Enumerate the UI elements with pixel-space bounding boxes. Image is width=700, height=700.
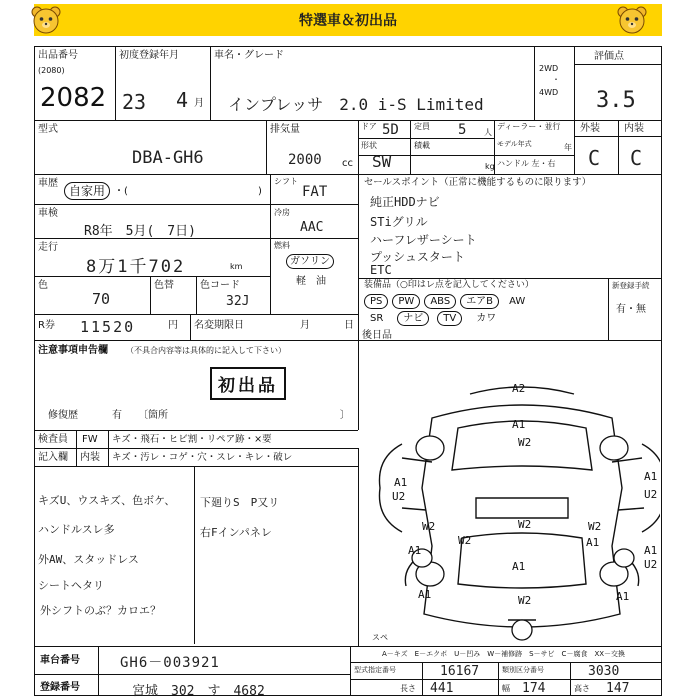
equipment-row-2 — [364, 311, 502, 326]
repair-location: 〔箇所 — [138, 410, 168, 421]
usage-value: 自家用 — [64, 182, 110, 200]
damage-mark: W2 — [518, 594, 532, 607]
equipment-item: PW — [392, 294, 420, 309]
load-label: 積載 — [414, 141, 430, 150]
entry-label: 記入欄 — [38, 452, 68, 463]
damage-mark: A2 — [512, 382, 526, 395]
shift-value: FAT — [302, 184, 328, 200]
handwritten-note: 下廻りS P又リ — [200, 496, 280, 509]
sales-point: STiグリル — [370, 215, 428, 229]
usage-dot: ・( — [114, 186, 128, 197]
name-change-month: 月 — [300, 320, 310, 331]
handwritten-note: 右Fインパネレ — [200, 526, 272, 539]
mileage-value: 8万1千702 — [86, 257, 186, 277]
damage-mark: A1 — [586, 536, 600, 549]
drive-2wd: 2WD — [539, 64, 559, 73]
interior-label: 内装 — [624, 123, 644, 134]
rcard-value: 11520 — [80, 318, 136, 336]
lot-number: 2082 — [40, 83, 107, 113]
width-label: 幅 — [502, 684, 510, 693]
name-change-day: 日 — [344, 320, 354, 331]
chassis-value: GH6－003921 — [120, 655, 220, 671]
car-name-label: 車名・グレード — [214, 50, 284, 61]
repair-close: 〕 — [340, 410, 350, 421]
lot-number-small: (2080) — [38, 66, 65, 75]
equipment-item: SR — [370, 313, 384, 324]
score-label: 評価点 — [594, 51, 624, 62]
mileage-label: 走行 — [38, 242, 58, 253]
handle-label: ハンドル 左・右 — [497, 159, 556, 168]
form-number-value: 16167 — [440, 664, 480, 679]
name-change-label: 名変期限日 — [194, 320, 244, 331]
interior-row-label: 内装 — [80, 452, 100, 463]
equipment-item: カワ — [476, 313, 497, 324]
month-unit: 月 — [194, 98, 204, 109]
car-name-value: インプレッサ 2.0 i-S Limited — [228, 95, 484, 114]
ac-value: AAC — [300, 220, 324, 235]
shift-label: シフト — [274, 177, 298, 186]
score-value: 3.5 — [596, 88, 636, 113]
handwritten-note: ハンドルスレ多 — [38, 523, 115, 536]
damage-mark: W2 — [458, 534, 472, 547]
height-value: 147 — [606, 681, 630, 696]
color-code-value: 32J — [226, 294, 250, 309]
shaken-value: R8年 5月( 7日) — [84, 224, 196, 239]
load-unit: kg — [485, 162, 495, 171]
damage-mark: W2 — [518, 436, 532, 449]
equipment-item: ABS — [424, 294, 456, 309]
sales-point: ハーフレザーシート — [370, 233, 477, 247]
header-banner — [34, 4, 662, 36]
damage-diagram — [362, 378, 660, 648]
damage-mark: A1 — [512, 418, 526, 431]
new-registration-label: 新登録手続 — [612, 281, 650, 290]
registration-number-label: 登録番号 — [40, 682, 80, 693]
first-registration-label: 初度登録年月 — [119, 50, 179, 61]
damage-mark: A1 — [616, 590, 630, 603]
chassis-label: 車台番号 — [40, 655, 80, 666]
model-type-value: DBA-GH6 — [132, 148, 204, 168]
rcard-label: R券 — [38, 320, 55, 331]
sales-point: 純正HDDナビ — [370, 195, 440, 209]
notes-sublabel: （不具合内容等は具体的に記入して下さい） — [126, 346, 286, 355]
damage-mark: W2 — [518, 518, 532, 531]
damage-legend: A－キズ E－エクボ U－凹み W－補修跡 S－サビ C－腐食 XX－交換 — [382, 650, 626, 658]
color-value: 70 — [92, 290, 111, 308]
mileage-unit: km — [230, 262, 243, 271]
color-code-label: 色コード — [200, 280, 240, 291]
sales-point: プッシュスタート — [370, 250, 465, 264]
capacity-label: 定員 — [414, 122, 430, 131]
repair-history-label: 修復歴 — [48, 410, 78, 421]
auction-sheet: 特選車＆初出品 出品番号 (2080) 2082 初度登録年月 23 4 月 車名・グレード インプレッサ 2.0 i-S Limited 2WD ・ 4WD 評価点 3.5 型式 DBA-GH6 排気量 2000 cc ドア 5D 定員 5 人 形状 SW 積載 kg ディーラー・並行 モデル年式 年 ハンドル 左・右 外装 内装 C C 車歴 自家用 ・( ) 車検 R8年 5月( 7日) 走行 8万1千702 km 色 70 色替 色コード 32J R券 11520 円 名変期限日 月 日 シフト FAT 冷房 AAC 燃料 ガソリン 軽 油 セールスポイント（正常に機能するものに限ります） 純正HDDナビ STiグリル ハーフレザーシート プッシュスタート ETC 装備品（○印はレ点を記入してください） PS PW ABS エアB AW SR ナビ TV カワ 新登録手続 有・無 後日品 注意事項申告欄 （不具合内容等は具体的に記入して下さい） 初出品 修復歴 有 〔箇所 〕 検査員 記入欄 FW キズ・飛石・ヒビ割・リペア跡・×要 内装 キズ・汚レ・コゲ・穴・スレ・キレ・破レ キズU、ウスキズ、色ボケ、 ハンドルスレ多 外AW、スタッドレス シートヘタリ 外シフトのぶ？カロエ？ 下廻りS P又リ 右Fインパネレ A2 A1 W2 A1 U2 A1 U2 W2 W2 W2 A1 A1 U2 W2 A1 A1 A1 W2 A1 スペ 車台番号 GH6－003921 登録番号 宮城 302 す 4682 A－キズ E－エクボ U－凹み W－補修跡 S－サビ C－腐食 XX－交換 型式指定番号 16167 類別区分番号 3030 長さ 441 幅 174 高さ 147 — [0, 0, 700, 700]
equipment-item: AW — [509, 296, 526, 307]
sales-points-label: セールスポイント（正常に機能するものに限ります） — [364, 177, 592, 188]
equipment-item: PS — [364, 294, 388, 309]
handwritten-note: シートヘタリ — [38, 579, 104, 592]
damage-mark: A1 — [512, 560, 526, 573]
displacement-unit: cc — [342, 158, 353, 169]
fuel-label: 燃料 — [274, 241, 290, 250]
displacement-label: 排気量 — [270, 124, 300, 135]
equipment-item: エアB — [460, 294, 499, 309]
rcard-unit: 円 — [168, 320, 178, 331]
model-type-label: 型式 — [38, 124, 58, 135]
handwritten-note: 外AW、スタッドレス — [38, 553, 139, 566]
sales-point: ETC — [370, 263, 392, 277]
damage-mark: A1 — [408, 544, 422, 557]
shaken-label: 車検 — [38, 208, 58, 219]
shape-label: 形状 — [361, 141, 377, 150]
usage-close: ) — [258, 186, 262, 197]
equipment-item: TV — [437, 311, 462, 326]
bear-mascot-icon — [30, 4, 62, 36]
lot-number-label: 出品番号 — [38, 50, 78, 61]
equipment-label: 装備品（○印はレ点を記入してください） — [364, 280, 534, 290]
width-value: 174 — [522, 681, 546, 696]
registration-month: 4 — [176, 88, 189, 112]
fuel-alt: 軽 油 — [296, 276, 326, 287]
damage-mark: スペ — [372, 633, 388, 642]
damage-mark: U2 — [644, 488, 658, 501]
recolor-label: 色替 — [154, 280, 174, 291]
color-label: 色 — [38, 280, 48, 291]
fw-label: FW — [82, 434, 98, 445]
interior-items: キズ・汚レ・コゲ・穴・スレ・キレ・破レ — [112, 452, 293, 463]
damage-mark: A1 — [418, 588, 432, 601]
equipment-item: ナビ — [397, 311, 429, 326]
category-number-label: 類別区分番号 — [502, 666, 544, 674]
dealer-label: ディーラー・並行 — [497, 122, 561, 131]
capacity-unit: 人 — [484, 128, 492, 137]
interior-grade: C — [630, 146, 643, 170]
displacement-value: 2000 — [288, 152, 322, 168]
door-value: 5D — [382, 122, 399, 138]
door-label: ドア — [361, 122, 377, 131]
damage-mark: U2 — [392, 490, 406, 503]
header-title: 特選車＆初出品 — [299, 13, 397, 29]
fw-items: キズ・飛石・ヒビ割・リペア跡・×要 — [112, 434, 272, 445]
handwritten-note: 外シフトのぶ？カロエ？ — [40, 604, 161, 617]
model-year-label: モデル年式 — [497, 140, 532, 148]
damage-mark: W2 — [422, 520, 436, 533]
exterior-grade: C — [588, 146, 601, 170]
usage-label: 車歴 — [38, 178, 58, 189]
bear-mascot-icon — [616, 4, 648, 36]
damage-mark: W2 — [588, 520, 602, 533]
ac-label: 冷房 — [274, 208, 290, 217]
damage-mark: U2 — [644, 558, 658, 571]
registration-year: 23 — [122, 90, 147, 114]
damage-mark: A1 — [394, 476, 408, 489]
capacity-value: 5 — [458, 122, 467, 138]
form-number-label: 型式指定番号 — [354, 666, 396, 674]
category-number-value: 3030 — [588, 664, 620, 679]
repair-history-value: 有 — [112, 410, 122, 421]
new-registration-value: 有・無 — [616, 304, 646, 315]
notes-stamp: 初出品 — [210, 367, 286, 400]
shape-value: SW — [372, 152, 392, 171]
damage-mark: A1 — [644, 470, 658, 483]
exterior-label: 外装 — [580, 123, 600, 134]
length-label: 長さ — [400, 684, 416, 693]
length-value: 441 — [430, 681, 454, 696]
handwritten-note: キズU、ウスキズ、色ボケ、 — [38, 494, 176, 507]
notes-label: 注意事項申告欄 — [38, 345, 108, 356]
damage-mark: A1 — [644, 544, 658, 557]
height-label: 高さ — [574, 684, 590, 693]
inspector-label: 検査員 — [38, 434, 68, 445]
fuel-value: ガソリン — [286, 254, 334, 269]
registration-number-value: 宮城 302 す 4682 — [132, 684, 265, 699]
drive-4wd: 4WD — [539, 88, 559, 97]
model-year-unit: 年 — [564, 143, 572, 152]
equipment-row-1 — [364, 294, 531, 309]
later-items-label: 後日品 — [362, 330, 392, 341]
